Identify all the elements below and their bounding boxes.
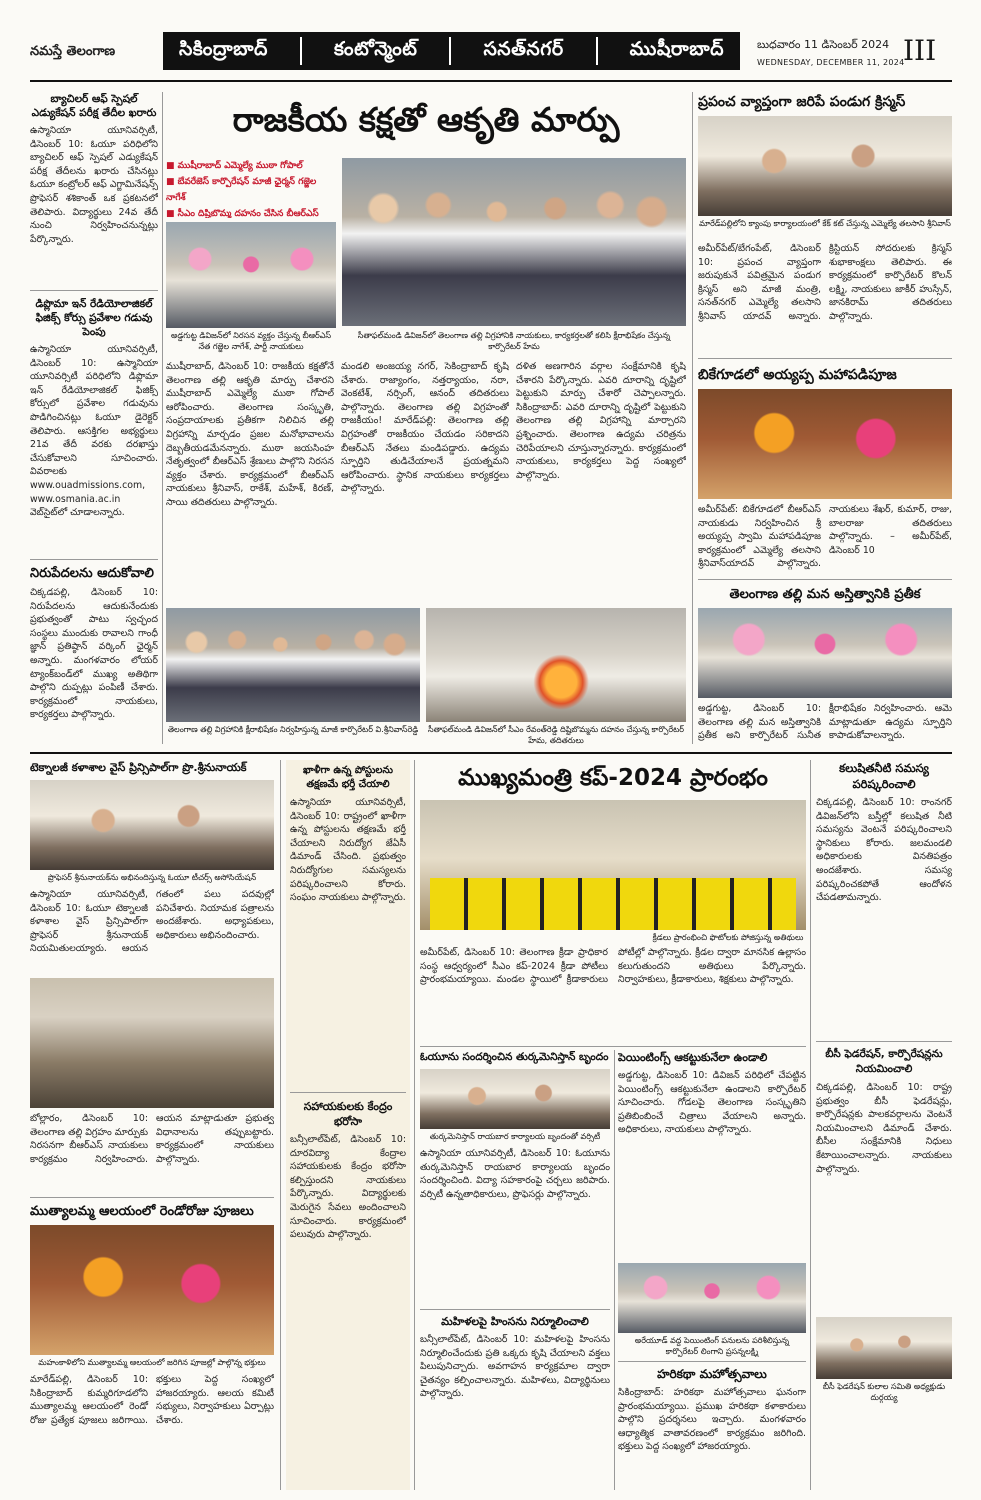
divider: [30, 559, 158, 560]
story-body: అడ్డగుట్ట, డిసెంబర్ 10: డివిజన్ పరిధిలో చేపట్టిన పెయింటింగ్స్ ఆకట్టుకునేలా ఉండాలని కార్పొరేటర్ సూచించారు. గోడలపై తెలంగాణ సంస్కృతిని ప్రతిబింబించే చిత్రాలు వేయాలని అన్నారు. అధికారులు, నాయకులు పాల్గొన్నారు.: [618, 1070, 806, 1136]
divider: [30, 290, 158, 291]
area-label: కంటోన్మెంట్: [334, 37, 418, 60]
story-body: బోల్లారం, డిసెంబర్ 10: తెలంగాణ తల్లి విగ్రహం మార్పుకు నిరసనగా బీఆర్ఎస్ నాయకులు కార్యక్రమం నిర్వహించారు. ఆయన మాట్లాడుతూ ప్రభుత్వ విధానాలను తప్పుబట్టారు. కార్యక్రమంలో నాయకులు పాల్గొన్నారు.: [30, 1113, 274, 1165]
story-headline: సహాయకులకు కేంద్రం భరోసా: [303, 1100, 393, 1128]
story-body: అమీర్‌పేట్, డిసెంబర్ 10: తెలంగాణ క్రీడా ప్రాధికార సంస్థ ఆధ్వర్యంలో సీఎం కప్-2024 క్రీడా పోటీలు ప్రారంభమయ్యాయి. మండల స్థాయిలో క్రీడాకారులు పోటీల్లో పాల్గొన్నారు. క్రీడల ద్వారా మానసిక ఉల్లాసం కలుగుతుందని అతిథులు పేర్కొన్నారు. నిర్వాహకులు, క్రీడాకారులు, శిక్షకులు పాల్గొన్నారు.: [420, 947, 806, 986]
story-body: ఉస్మానియా యూనివర్సిటీ, డిసెంబర్ 10: ఉస్మానియా యూనివర్సిటీ పరిధిలోని డిప్లొమా ఇన్ రేడియోలాజికల్ ఫిజిక్స్ కోర్సులో ప్రవేశాల గడువును పొడిగించినట్లు ఓయూ డైరెక్టర్ తెలిపారు. ఆసక్తిగల అభ్యర్థులు 21వ తేదీ వరకు దరఖాస్తు చేసుకోవాలని సూచించారు. వివరాలకు www.ouadmissions.com, www.osmania.ac.in వెబ్‌సైట్‌లో చూడాలన్నారు.: [30, 344, 158, 519]
divider: [30, 1197, 274, 1198]
story-body: ఉస్మానియా యూనివర్సిటీ, డిసెంబర్ 10: ఓయూ టెక్నాలజీ కళాశాల వైస్ ప్రిన్సిపాల్‌గా ప్రొఫెసర్ శ్రీనునాయక్ నియమితులయ్యారు. ఆయన గతంలో పలు పదవుల్లో పనిచేశారు. నియామక పత్రాలను అందజేశారు. అధ్యాపకులు, అధికారులు అభినందించారు.: [30, 889, 274, 955]
turkmen-column: [420, 1050, 610, 1490]
bottom-left-column: [30, 760, 274, 1490]
photo-caption: అరేయూడ్ వద్ద పెయింటింగ్ పనులను పరిశీలిస్తున్న కార్పొరేటర్ లింగాని ప్రసన్నలక్ష్మి: [634, 1336, 790, 1356]
area-label: ముషీరాబాద్: [629, 37, 724, 60]
bullet-text: ముషీరాబాద్ ఎమ్మెల్యే ముఠా గోపాల్: [177, 161, 303, 171]
story-body: అమీర్‌పేట్/బేగంపేట్, డిసెంబర్ 10: ప్రపంచ వ్యాప్తంగా జరుపుకునే పవిత్రమైన పండుగ క్రిస్మస్ అని మాజీ మంత్రి, సనత్‌నగర్ ఎమ్మెల్యే తలసాని శ్రీనివాస్ యాదవ్ అన్నారు. క్రిస్టియన్ సోదరులకు క్రిస్మస్ శుభాకాంక్షలు తెలిపారు. ఈ కార్యక్రమంలో కార్పొరేటర్ కొలన్ లక్ష్మి, నాయకులు జాకీర్ హుస్సేన్, జానకిరామ్ తదితరులు పాల్గొన్నారు.: [698, 243, 952, 322]
story-headline: నిరుపేదలను ఆదుకోవాలి: [30, 566, 154, 581]
photo-caption: మారేడ్‌పల్లిలోని క్యాంపు కార్యాలయంలో కేక్ కట్ చేస్తున్న ఎమ్మెల్యే తలసాని శ్రీనివాస్: [699, 219, 951, 228]
column-rule: [810, 760, 811, 1490]
cup-headline: ముఖ్యమంత్రి కప్-2024 ప్రారంభం: [458, 765, 768, 791]
story-headline: బికేగూడలో అయ్యప్ప మహాపడిపూజ: [698, 367, 897, 383]
divider: [698, 579, 952, 580]
column-rule: [280, 760, 281, 1490]
area-banner: [163, 32, 740, 70]
divider: [290, 1092, 406, 1093]
cup-headline-box: [420, 760, 806, 796]
page-number: III: [903, 34, 937, 67]
narrow-column: [286, 760, 410, 1490]
column-rule: [414, 760, 415, 1490]
photo-caption: సీతాఫల్‌మండి డివిజన్‌లో సీఎం రేవంత్‌రెడ్డి దిష్టిబొమ్మను దహనం చేస్తున్న కార్పొరేటర్ హేమ, తదితరులు: [427, 725, 685, 744]
story-headline: పెయింటింగ్స్ ఆకట్టుకునేలా ఉండాలి: [618, 1051, 768, 1064]
photo-caption: సీతాఫల్‌మండి డివిజన్‌లో తెలంగాణ తల్లి విగ్రహానికి నాయకులు, కార్యకర్తలతో కలిసి క్షీరాభిషేకం చేస్తున్న కార్పొరేటర్ హేమ: [357, 331, 671, 351]
photo-caption: తెలంగాణ తల్లి విగ్రహానికి క్షీరాభిషేకం నిర్వహిస్తున్న మాజీ కార్పొరేటర్ వి.శ్రీనివాస్‌రెడ్డి: [167, 725, 419, 734]
divider: [816, 1041, 952, 1042]
story-body: సికింద్రాబాద్: హరికథా మహోత్సవాలు ఘనంగా ప్రారంభమయ్యాయి. ప్రముఖ హరికథా కళాకారులు పాల్గొని ప్రదర్శనలు ఇచ్చారు. మంగళవారం ఆధ్యాత్మిక వాతావరణంలో కార్యక్రమం జరిగింది. భక్తులు పెద్ద సంఖ్యలో హాజరయ్యారు.: [618, 1387, 806, 1453]
masthead-rule: [30, 80, 952, 82]
statue-photo: [30, 978, 274, 1108]
divider: [698, 358, 952, 359]
cup-photo: [420, 800, 806, 930]
divider: [420, 1309, 610, 1310]
bullet: ■ బేవరేజెస్ కార్పొరేషన్ మాజీ ఛైర్మన్ గజ్జెల నాగేశ్: [166, 177, 317, 203]
story-body: ఉస్మానియా యూనివర్సిటీ, డిసెంబర్ 10: ఓయూ పరిధిలోని బ్యాచిలర్ ఆఫ్ స్పెషల్ ఎడ్యుకేషన్ పరీక్ష తేదీలను ఖరారు చేసినట్లు ఓయూ కంట్రోలర్ ఆఫ్ ఎగ్జామినేషన్స్ ప్రొఫెసర్ శశికాంత్ ఒక ప్రకటనలో తెలిపారు. విద్యార్థులు 24వ తేదీ నుంచి నిర్వహించనున్నట్లు పేర్కొన్నారు.: [30, 125, 158, 245]
protest-photo: [166, 608, 420, 722]
area-separator: [596, 37, 598, 65]
painting-column: [618, 1050, 806, 1490]
photo-caption: మహంకాళిలోని ముత్యాలమ్మ ఆలయంలో జరిగిన పూజల్లో పాల్గొన్న భక్తులు: [38, 1358, 266, 1367]
photo-caption: ప్రొఫెసర్ శ్రీనునాయక్‌ను అభినందిస్తున్న ఓయూ టీచర్స్ అసోసియేషన్: [47, 873, 257, 882]
story-body: బన్సీలాల్‌పేట్, డిసెంబర్ 10: మహిళలపై హింసను నిర్మూలించేందుకు ప్రతి ఒక్కరు కృషి చేయాలని వక్తలు పిలుపునిచ్చారు. అవగాహన కార్యక్రమాల ద్వారా చైతన్యం కల్పించాలన్నారు. మహిళలు, విద్యార్థినులు పాల్గొన్నారు.: [420, 1334, 610, 1400]
thalli-photo: [698, 608, 952, 698]
photo-caption: తుర్కమెనిస్తాన్ రాయబార కార్యాలయ బృందంతో వర్సిటీ: [429, 1132, 601, 1141]
ayyappa-photo: [698, 389, 952, 499]
photo-caption: క్రీడలు ప్రారంభించి ఫొటోలకు పోజిస్తున్న అతిథులు: [652, 933, 804, 942]
bottom-right-column: [816, 760, 952, 1490]
column-rule: [162, 92, 163, 744]
story-body: చిక్కడపల్లి, డిసెంబర్ 10: నిరుపేదలను ఆదుకునేందుకు ప్రభుత్వంతో పాటు స్వచ్ఛంద సంస్థలు ముందుకు రావాలని గాంధీ జ్ఞాన్ ప్రతిష్ఠాన్ వర్కింగ్ ఛైర్మన్ అన్నారు. మంగళవారం లోయర్ ట్యాంక్‌బండ్‌లో ముఖ్య అతిథిగా పాల్గొని దుప్పట్లు పంపిణీ చేశారు. కార్యక్రమంలో నాయకులు, కార్యకర్తలు పాల్గొన్నారు.: [30, 587, 158, 721]
players-row: [430, 878, 796, 930]
principal-photo: [30, 780, 274, 870]
bullet: ■ సీఎం దిష్టిబొమ్మ దహనం చేసిన బీఆర్ఎస్: [166, 206, 336, 218]
story-body: చిక్కడపల్లి, డిసెంబర్ 10: రాంనగర్ డివిజన్‌లోని బస్తీల్లో కలుషిత నీటి సమస్యను వెంటనే పరిష్కరించాలని స్థానికులు కోరారు. జలమండలి అధికారులకు వినతిపత్రం అందజేశారు. సమస్య పరిష్కరించకపోతే ఆందోళన చేపడతామన్నారు.: [816, 797, 952, 904]
date-telugu: బుధవారం 11 డిసెంబర్ 2024: [757, 38, 890, 51]
area-label: సికింద్రాబాద్: [179, 37, 268, 60]
divider: [618, 1361, 806, 1362]
painting-photo: [618, 1263, 806, 1333]
photo-caption: బీసీ ఫెడరేషన్ కులాల సమితి అధ్యక్షుడు దుర్గయ్య: [822, 1382, 946, 1402]
turkmen-photo: [420, 1069, 610, 1129]
bullet-text: బేవరేజెస్ కార్పొరేషన్ మాజీ ఛైర్మన్ గజ్జెల నాగేశ్: [166, 177, 317, 203]
story-body: బన్సీలాల్‌పేట్, డిసెంబర్ 10: దూరవిద్యా కేంద్రాల సహాయకులకు కేంద్రం భరోసా కల్పిస్తుందని నాయకులు పేర్కొన్నారు. విద్యార్థులకు మెరుగైన సేవలు అందించాలని సూచించారు. కార్యక్రమంలో పలువురు పాల్గొన్నారు.: [290, 1134, 406, 1241]
lead-body: ముషీరాబాద్, డిసెంబర్ 10: రాజకీయ కక్షతోనే తెలంగాణ తల్లి ఆకృతి మార్పు చేశారని ముషీరాబాద్ ఎమ్మెల్యే ముఠా గోపాల్ ఆరోపించారు. తెలంగాణ సంస్కృతి, సంప్రదాయాలకు ప్రతీకగా నిలిచిన తల్లి విగ్రహాన్ని మార్చడం ప్రజల మనోభావాలను దెబ్బతీయడమేనన్నారు. ముఠా జయసింహ నేతృత్వంలో బీఆర్ఎస్ శ్రేణులు పాల్గొని నిరసన వ్యక్తం చేశారు. కార్యక్రమంలో బీఆర్ఎస్ నాయకులు శ్రీనివాస్, రాకేశ్, మహేశ్, కిరణ్, సాయి తదితరులు పాల్గొన్నారు.: [166, 361, 334, 508]
lead-bullets: [166, 158, 336, 218]
divider: [420, 1046, 806, 1047]
story-headline: హరికథా మహోత్సవాలు: [657, 1367, 767, 1381]
protest-photo: [166, 222, 336, 328]
story-headline: ముత్యాలమ్మ ఆలయంలో రెండోరోజు పూజలు: [30, 1204, 254, 1219]
temple-photo: [30, 1225, 274, 1355]
bullet: ■ ముషీరాబాద్ ఎమ్మెల్యే ముఠా గోపాల్: [166, 161, 303, 171]
story-headline: బ్యాచిలర్ ఆఫ్ స్పెషల్ ఎడ్యుకేషన్ పరీక్ష తేదీల ఖరారు: [31, 93, 157, 119]
story-headline: కలుషితనీటి సమస్య పరిష్కరించాలి: [839, 761, 929, 791]
story-headline: ప్రపంచ వ్యాప్తంగా జరిపే పండుగ క్రిస్మస్: [698, 94, 906, 110]
masthead: [0, 0, 981, 84]
bc-photo: [816, 1317, 952, 1379]
christmas-photo: [698, 116, 952, 216]
photo-caption: అడ్డగుట్ట డివిజన్‌లో నిరసన వ్యక్తం చేస్తున్న బీఆర్ఎస్ నేత గజ్జెల నాగేశ్, పార్టీ నాయకులు: [170, 331, 332, 351]
section-rule: [30, 752, 952, 754]
newspaper-brand: నమస్తే తెలంగాణ: [30, 44, 116, 59]
column-rule: [692, 92, 693, 744]
lead-body: మండలి అంజయ్య నగర్, సెకింద్రాబాద్ కృషి చేశారు. రాజ్యాంగం, నత్తర్యాయం, నరా, వెంకటేశ్, నర్సింగ్, ఆనంద్ తదితరులు పాల్గొన్నారు. తెలంగాణ తల్లి విగ్రహంతో రాజకీయం! మారేడ్‌పల్లి: తెలంగాణ తల్లి విగ్రహంతో రాజకీయం చేయడం సరికాదని బీఆర్ఎస్ నేతలు మండిపడ్డారు. ఉద్యమ స్ఫూర్తిని తుడిచేయాలనే ప్రయత్నమని ఆరోపించారు. స్థానిక నాయకులు కార్యకర్తలు పాల్గొన్నారు.: [341, 361, 509, 495]
protest-photo: [426, 608, 686, 722]
story-headline: బీసీ ఫెడరేషన్, కార్పొరేషన్లను నియమించాలి: [825, 1048, 943, 1075]
story-body: ఉస్మానియా యూనివర్సిటీ, డిసెంబర్ 10: రాష్ట్రంలో ఖాళీగా ఉన్న పోస్టులను తక్షణమే భర్తీ చేయాలని నిరుద్యోగ జేఏసీ డిమాండ్ చేసింది. ప్రభుత్వం నిరుద్యోగుల సమస్యలను పరిష్కరించాలని కోరారు. సంఘం నాయకులు పాల్గొన్నారు.: [290, 797, 406, 904]
lead-headline-box: [166, 92, 686, 152]
lead-headline: రాజకీయ కక్షతో ఆకృతి మార్పు: [232, 100, 620, 139]
story-body: అడ్డగుట్ట, డిసెంబర్ 10: తెలంగాణ తల్లి మన అస్తిత్వానికి ప్రతీక అని కార్పొరేటర్ సునీత క్షీరాభిషేకం నిర్వహించారు. ఆమె మాట్లాడుతూ ఉద్యమ స్ఫూర్తిని కాపాడుకోవాలన్నారు.: [698, 703, 952, 742]
area-separator: [300, 37, 302, 65]
date-english: WEDNESDAY, DECEMBER 11, 2024: [757, 58, 905, 67]
story-headline: మహిళలపై హింసను నిర్మూలించాలి: [441, 1315, 589, 1328]
column-rule: [614, 1050, 615, 1490]
story-body: ఉస్మానియా యూనివర్సిటీ, డిసెంబర్ 10: ఓయూను తుర్కమెనిస్తాన్ రాయబార కార్యాలయ బృందం సందర్శించింది. విద్యా సహకారంపై చర్చలు జరిపారు. వర్సిటీ ఉన్నతాధికారులు, ప్రొఫెసర్లు పాల్గొన్నారు.: [420, 1148, 610, 1200]
protest-photo: [342, 158, 686, 326]
area-separator: [449, 37, 451, 65]
left-column: [30, 92, 158, 744]
story-headline: టెక్నాలజీ కళాశాల వైస్ ప్రిన్సిపాల్‌గా ప్రొ.శ్రీనునాయక్: [30, 761, 247, 774]
story-headline: ఓయూను సందర్శించిన తుర్కమెనిస్తాన్ బృందం: [420, 1051, 609, 1063]
story-headline: ఖాళీగా ఉన్న పోస్టులను తక్షణమే భర్తీ చేయాలి: [303, 765, 393, 790]
story-headline: డిప్లొమా ఇన్ రేడియోలాజికల్ ఫిజిక్స్ కోర్సు ప్రవేశాల గడువు పెంపు: [35, 298, 153, 338]
story-body: అమీర్‌పేట్: బికేగూడలో బీఆర్ఎస్ నాయకుడు నిర్వహించిన శ్రీ అయ్యప్ప స్వామి మహాపడిపూజ కార్యక్రమంలో ఎమ్మెల్యే తలసాని శ్రీనివాస్‌యాదవ్ పాల్గొన్నారు. నాయకులు శేఖర్, కుమార్, రాజు, బాలరాజు తదితరులు పాల్గొన్నారు. – అమీర్‌పేట్, డిసెంబర్ 10: [698, 504, 952, 570]
story-body: మారేడ్‌పల్లి, డిసెంబర్ 10: సికింద్రాబాద్ కుమ్మరిగూడలోని ముత్యాలమ్మ ఆలయంలో రెండో రోజు ప్రత్యేక పూజలు జరిగాయి. భక్తులు పెద్ద సంఖ్యలో హాజరయ్యారు. ఆలయ కమిటీ సభ్యులు, నిర్వాహకులు ఏర్పాట్లు చేశారు.: [30, 1374, 274, 1426]
bullet-text: సీఎం దిష్టిబొమ్మ దహనం చేసిన బీఆర్ఎస్: [177, 209, 319, 218]
area-label: సనత్‌నగర్: [483, 37, 564, 60]
lead-body: దళిత అణగారిన వర్గాల సంక్షేమానికి కృషి చేశారని పేర్కొన్నారు. ఎవరి దూరాన్ని దృష్టిలో పెట్టుకుని మార్పు చేశారో చెప్పాలన్నారు. సికింద్రాబాద్: ఎవరి దూరాన్ని దృష్టిలో పెట్టుకుని తెలంగాణ తల్లి విగ్రహాన్ని మార్చారని ప్రశ్నించారు. తెలంగాణ ఉద్యమ చరిత్రను చెరిపేయాలని చూస్తున్నారన్నారు. కార్యక్రమంలో నాయకులు, కార్యకర్తలు పెద్ద సంఖ్యలో పాల్గొన్నారు.: [516, 361, 686, 481]
story-headline: తెలంగాణ తల్లి మన అస్తిత్వానికి ప్రతీక: [729, 587, 921, 602]
story-body: చిక్కడపల్లి, డిసెంబర్ 10: రాష్ట్ర ప్రభుత్వం బీసీ ఫెడరేషన్లు, కార్పొరేషన్లకు పాలకవర్గాలను వెంటనే నియమించాలని డిమాండ్ చేశారు. బీసీల సంక్షేమానికి నిధులు కేటాయించాలన్నారు. నాయకులు పాల్గొన్నారు.: [816, 1082, 952, 1175]
right-column: [698, 92, 952, 744]
